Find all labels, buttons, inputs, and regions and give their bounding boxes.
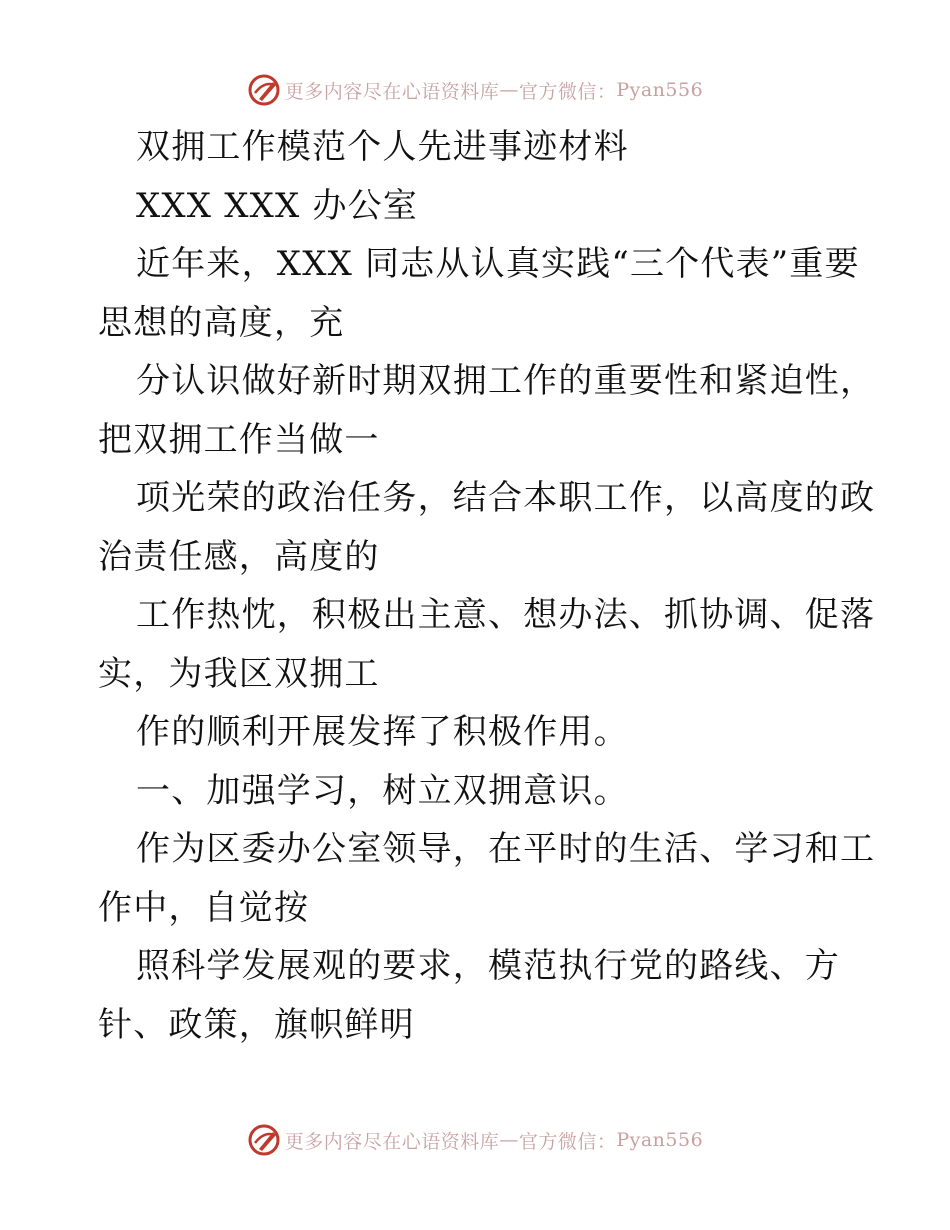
document-line: 针、政策，旗帜鲜明 — [98, 1004, 415, 1045]
watermark-brand: 更多内容尽在心语资料库 — [284, 1130, 500, 1153]
pen-logo-icon — [247, 73, 281, 107]
document-line: 工作热忱，积极出主意、想办法、抓协调、促落 — [136, 595, 876, 635]
watermark-dash: — — [499, 1129, 519, 1151]
pen-logo-icon — [247, 1123, 281, 1157]
document-line: 分认识做好新时期双拥工作的重要性和紧迫性， — [136, 361, 876, 401]
document-line: 项光荣的政治任务，结合本职工作，以高度的政 — [136, 478, 876, 518]
watermark-wechat-id: Pyan556 — [616, 79, 704, 101]
document-line: 把双拥工作当做一 — [98, 419, 380, 460]
document-line: 实，为我区双拥工 — [98, 653, 380, 694]
document-line: 作中，自觉按 — [98, 887, 310, 928]
watermark-brand: 更多内容尽在心语资料库 — [284, 80, 500, 103]
document-line: 照科学发展观的要求，模范执行党的路线、方 — [136, 946, 840, 986]
watermark-dash: — — [499, 79, 519, 101]
document-title: 双拥工作模范个人先进事迹材料 — [136, 127, 629, 167]
document-line: 近年来，XXX 同志从认真实践“三个代表”重要 — [136, 244, 860, 284]
document-author: XXX XXX 办公室 — [136, 185, 419, 226]
document-line: 治责任感，高度的 — [98, 536, 380, 577]
watermark-wechat-id: Pyan556 — [616, 1129, 704, 1151]
section-heading: 一、加强学习，树立双拥意识。 — [136, 770, 629, 811]
document-body — [98, 118, 876, 1054]
document-line: 作为区委办公室领导，在平时的生活、学习和工 — [136, 829, 876, 869]
document-line: 作的顺利开展发挥了积极作用。 — [136, 712, 629, 752]
watermark-wechat-label: 官方微信： — [518, 1130, 617, 1153]
watermark-banner-top — [0, 70, 950, 110]
watermark-banner-bottom — [0, 1120, 950, 1160]
document-line: 思想的高度，充 — [98, 302, 345, 343]
watermark-wechat-label: 官方微信： — [518, 80, 617, 103]
